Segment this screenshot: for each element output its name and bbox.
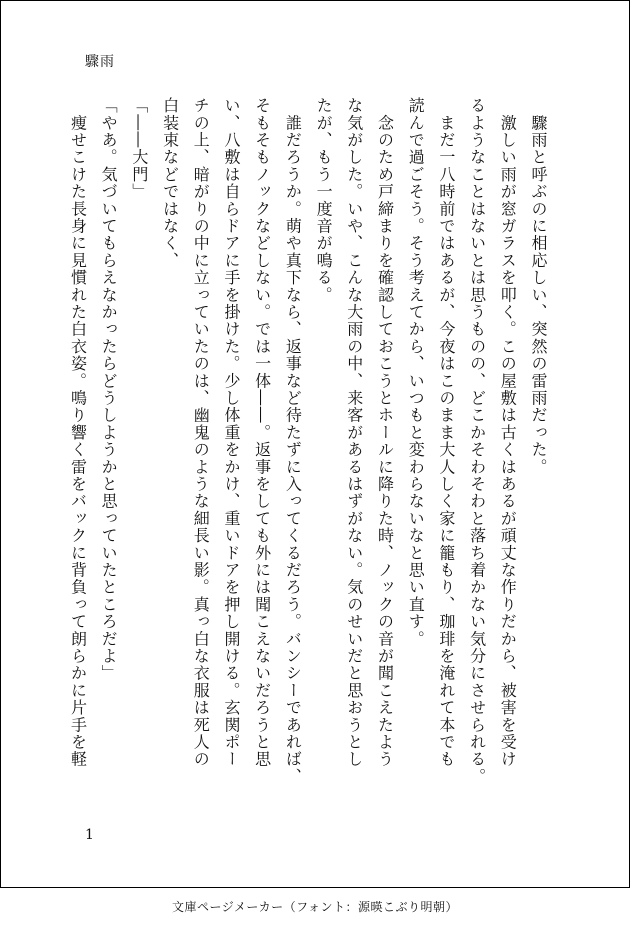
footer-credit: 文庫ページメーカー（フォント：源暎こぶり明朝） [171, 900, 459, 914]
text-line: チの上、暗がりの中に立っていたのは、幽鬼のような細長い影。真っ白な衣服は死人の [191, 97, 211, 768]
text-line: たが、もう一度音が鳴る。 [314, 97, 334, 304]
text-line: るようなことはないとは思うものの、どこかそわそわと落ち着かない気分にさせられる。 [467, 97, 487, 785]
text-line: 痩せこけた長身に見慣れた白衣姿。鳴り響く雷をバックに背負って朗らかに片手を軽 [68, 97, 88, 768]
text-line: い、八敷は自らドアに手を掛けた。少し体重をかけ、重いドアを押し開ける。玄関ポー [221, 97, 241, 768]
running-title: 驟雨 [85, 54, 115, 70]
text-line: 「やあ。気づいてもらえなかったらどうしようかと思っていたところだよ」 [99, 97, 119, 682]
text-line: 激しい雨が窓ガラスを叩く。この屋敷は古くはあるが頑丈な作りだから、被害を受け [498, 97, 518, 768]
text-line: 念のため戸締まりを確認しておこうとホールに降りた時、ノックの音が聞こえたよう [375, 97, 395, 768]
text-line: 「――大門」 [129, 97, 149, 201]
text-line: 驟雨と呼ぶのに相応しい、突然の雷雨だった。 [529, 97, 548, 476]
vertical-body-text [62, 97, 553, 803]
text-line: な気がした。いや、こんな大雨の中、来客があるはずがない。気のせいだと思おうとし [344, 97, 364, 768]
text-line: まだ一八時前ではあるが、今夜はこのまま大人しく家に籠もり、珈琲を淹れて本でも [436, 97, 456, 768]
text-line: そもそもノックなどしない。では一体――。返事をしても外には聞こえないだろうと思 [252, 97, 272, 768]
text-line: 誰だろうか。萌や真下なら、返事など待たずに入ってくるだろう。バンシーであれば、 [283, 97, 303, 785]
page-number: 1 [85, 827, 94, 843]
text-line: 白装束などではなく、 [160, 97, 180, 269]
text-line: 読んで過ごそう。そう考えてから、いつもと変わらないなと思い直す。 [406, 97, 426, 648]
